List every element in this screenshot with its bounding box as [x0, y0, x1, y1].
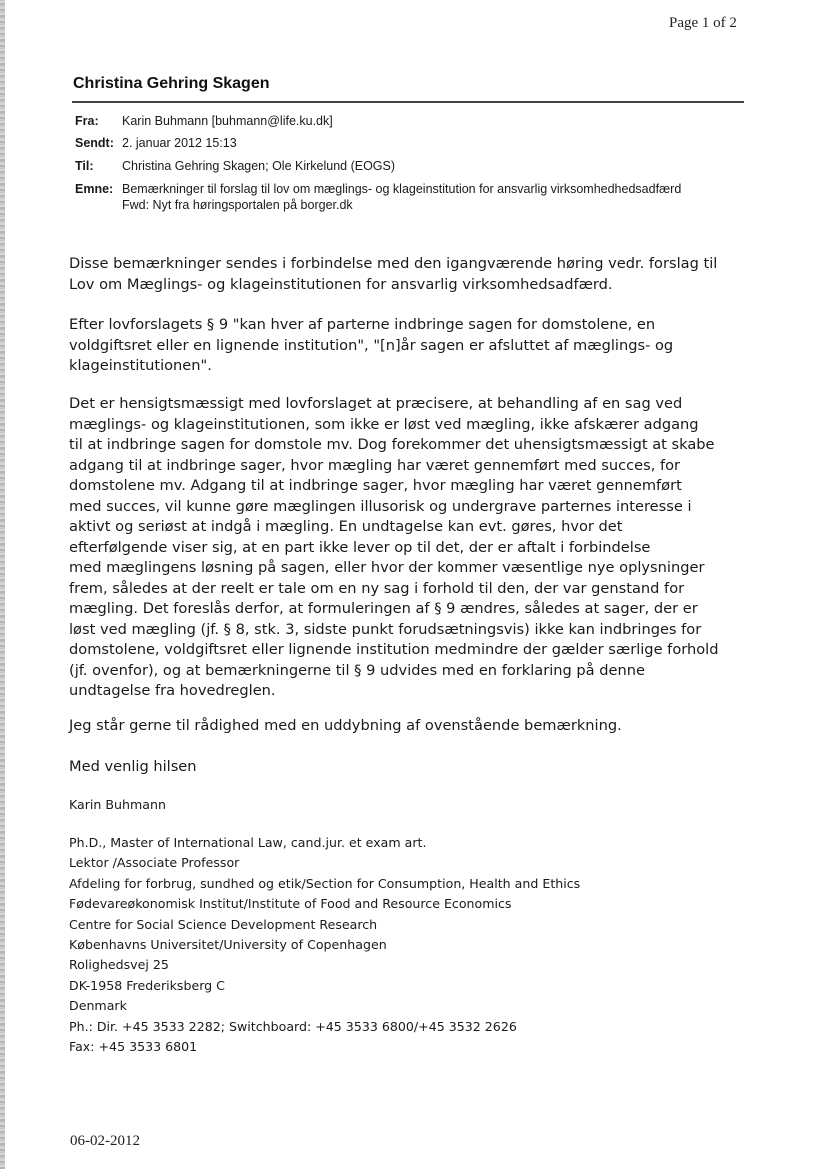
paragraph-offer: [69, 716, 769, 737]
text-line: domstolene mv. Adgang til at indbringe sager, hvor mægling har været gennemført: [69, 477, 682, 494]
signature-line: Fax: +45 3533 6801: [69, 1039, 198, 1055]
text-line: (jf. ovenfor), og at bemærkningerne til § 9 udvides med en forklaring på denne: [69, 661, 645, 679]
text-line: Jeg står gerne til rådighed med en uddybning af ovenstående bemærkning.: [69, 717, 622, 734]
signature-name: Karin Buhmann: [69, 797, 166, 812]
text-line: Det er hensigtsmæssigt med lovforslaget at præcisere, at behandling af en sag ved: [69, 395, 683, 412]
text-line: aktivt og seriøst at indgå i mægling. En undtagelse kan evt. gøres, hvor det: [69, 518, 623, 535]
signature-line: Ph.D., Master of International Law, cand.jur. et exam art.: [69, 835, 427, 850]
text-line: Disse bemærkninger sendes i forbindelse med den igangværende høring vedr. forslag til: [69, 255, 718, 272]
text-line: med succes, vil kunne gøre mæglingen illusorisk og undergrave parternes interesse i: [69, 497, 692, 515]
subject-line: Fwd: Nyt fra høringsportalen på borger.dk: [122, 198, 353, 212]
sent-value: 2. januar 2012 15:13: [122, 136, 237, 150]
signature-line: Denmark: [69, 998, 127, 1014]
scan-edge: [0, 0, 5, 1169]
paragraph-section-9: [69, 315, 769, 377]
text-line: domstolene, voldgiftsret eller lignende institution medmindre der gælder særlige forhold: [69, 641, 719, 658]
text-line: Med venlig hilsen: [69, 758, 197, 775]
paragraph-argument: [69, 394, 769, 702]
text-line: mæglings- og klageinstitutionen, som ikke er løst ved mægling, ikke afskærer adgang: [69, 415, 699, 433]
text-line: adgang til at indbringe sager, hvor mægling har været gennemført med succes, for: [69, 456, 681, 474]
sender-name: Christina Gehring Skagen: [73, 75, 270, 92]
signature-block: [69, 833, 580, 1057]
text-line: løst ved mægling (jf. § 8, stk. 3, sidste punkt forudsætningsvis) ikke kan indbringes for: [69, 620, 702, 638]
subject-label: Emne:: [75, 182, 114, 196]
text-line: frem, således at der reelt er tale om en ny sag i forhold til den, der var genstand for: [69, 579, 685, 597]
signature-line: Fødevareøkonomisk Institut/Institute of Food and Resource Economics: [69, 896, 512, 912]
from-label: Fra:: [75, 114, 99, 128]
subject-line: Bemærkninger til forslag til lov om mæglings- og klageinstitution for ansvarlig virksomhedhedsadfærd: [122, 182, 682, 196]
signature-line: Afdeling for forbrug, sundhed og etik/Section for Consumption, Health and Ethics: [69, 875, 581, 891]
signature-line: DK-1958 Frederiksberg C: [69, 977, 225, 993]
signature-line: Centre for Social Science Development Research: [69, 916, 378, 932]
to-label: Til:: [75, 159, 94, 173]
text-line: mægling. Det foreslås derfor, at formuleringen af § 9 ændres, således at sager, der er: [69, 600, 698, 617]
signature-line: Lektor /Associate Professor: [69, 855, 240, 871]
text-line: voldgiftsret eller en lignende institution", "[n]år sagen er afsluttet af mæglings- og: [69, 336, 674, 354]
page-number: Page 1 of 2: [669, 15, 737, 31]
from-value: Karin Buhmann [buhmann@life.ku.dk]: [122, 114, 333, 128]
signature-line: Ph.: Dir. +45 3533 2282; Switchboard: +45 3533 6800/+45 3532 2626: [69, 1018, 517, 1034]
text-line: med mæglingens løsning på sagen, eller hvor der kommer væsentlige nye oplysninger: [69, 559, 705, 576]
text-line: efterfølgende viser sig, at en part ikke lever op til det, der er aftalt i forbindelse: [69, 538, 651, 556]
text-line: Lov om Mæglings- og klageinstitutionen for ansvarlig virksomhedsadfærd.: [69, 275, 613, 293]
header-divider: [72, 101, 744, 103]
text-line: undtagelse fra hovedreglen.: [69, 682, 276, 699]
text-line: klageinstitutionen".: [69, 357, 212, 374]
paragraph-intro: [69, 254, 769, 295]
signature-line: Rolighedsvej 25: [69, 957, 169, 973]
footer-date: 06-02-2012: [70, 1133, 140, 1149]
sent-label: Sendt:: [75, 136, 114, 150]
text-line: Efter lovforslagets § 9 "kan hver af parterne indbringe sagen for domstolene, en: [69, 316, 656, 333]
text-line: til at indbringe sagen for domstole mv. Dog forekommer det uhensigtsmæssigt at skabe: [69, 436, 715, 453]
closing-greeting: [69, 757, 769, 778]
signature-line: Københavns Universitet/University of Copenhagen: [69, 937, 387, 953]
to-value: Christina Gehring Skagen; Ole Kirkelund (EOGS): [122, 159, 396, 173]
subject-value: [122, 181, 681, 213]
